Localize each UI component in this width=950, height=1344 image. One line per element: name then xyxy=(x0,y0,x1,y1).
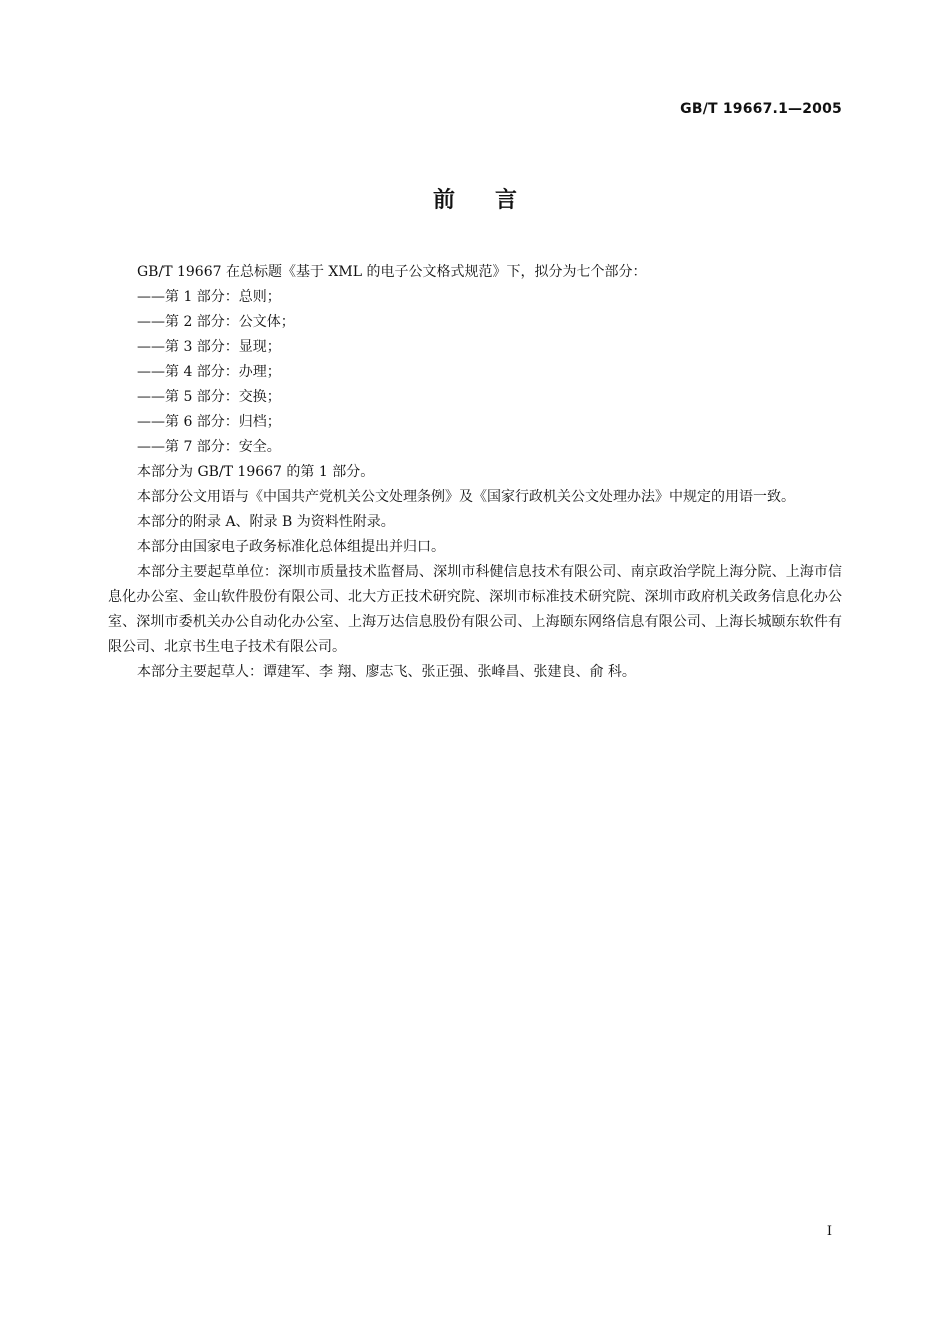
part-list-item: ——第 3 部分：显现； xyxy=(137,339,281,355)
part-list-item: ——第 2 部分：公文体； xyxy=(137,314,295,330)
body-paragraph: 本部分主要起草单位：深圳市质量技术监督局、深圳市科健信息技术有限公司、南京政治学院上海分院、上海市信息化办公室、金山软件股份有限公司、北大方正技术研究院、深圳市标准技术研究院、深圳市政府机关政务信息化办公室、深圳市委机关办公自动化办公室、上海万达信息股份有限公司、上海颐东网络信息有限公司、上海长城颐东软件有限公司、北京书生电子技术有限公司。 xyxy=(108,564,842,655)
body-paragraph: 本部分由国家电子政务标准化总体组提出并归口。 xyxy=(137,539,445,555)
part-list-item: ——第 5 部分：交换； xyxy=(137,389,281,405)
part-list-item: ——第 6 部分：归档； xyxy=(137,414,281,430)
part-list-item: ——第 1 部分：总则； xyxy=(137,289,281,305)
part-list-item: ——第 4 部分：办理； xyxy=(137,364,281,380)
page-number: I xyxy=(826,1224,832,1239)
body-paragraph: 本部分公文用语与《中国共产党机关公文处理条例》及《国家行政机关公文处理办法》中规定的用语一致。 xyxy=(137,489,795,505)
page-title: 前言 xyxy=(432,188,557,213)
body-paragraph: 本部分主要起草人：谭建军、李 翔、廖志飞、张正强、张峰昌、张建良、俞 科。 xyxy=(137,664,636,680)
body-paragraph: 本部分为 GB/T 19667 的第 1 部分。 xyxy=(137,464,375,480)
part-list-item: ——第 7 部分：安全。 xyxy=(137,439,281,455)
standard-number: GB/T 19667.1—2005 xyxy=(680,101,842,117)
body-paragraph: 本部分的附录 A、附录 B 为资料性附录。 xyxy=(137,514,395,530)
document-body xyxy=(108,260,842,685)
intro-paragraph: GB/T 19667 在总标题《基于 XML 的电子公文格式规范》下，拟分为七个部分： xyxy=(137,264,647,280)
